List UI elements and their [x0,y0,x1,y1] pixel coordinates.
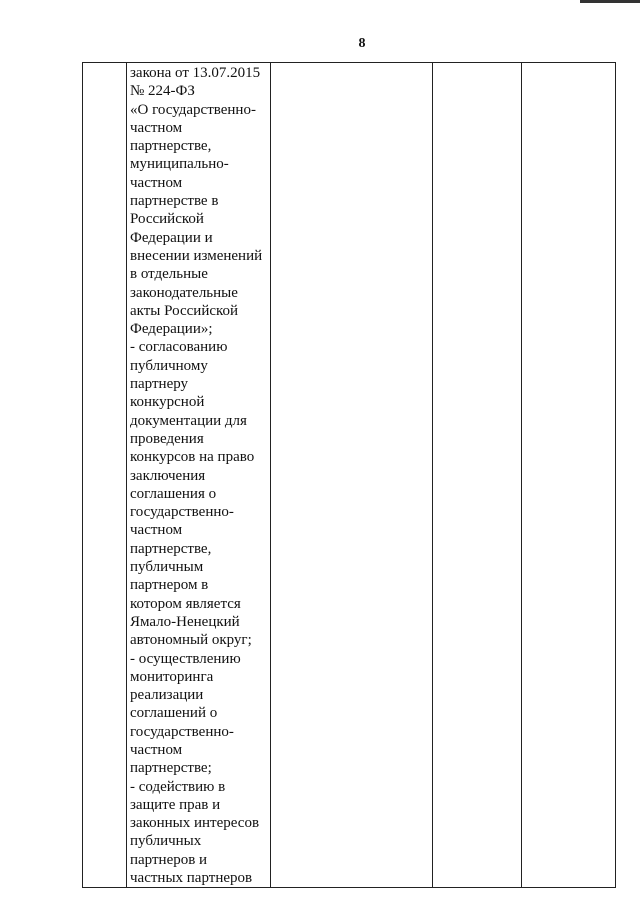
text-line: «О государственно- [130,101,256,118]
text-line: Ямало-Ненецкий [130,613,240,630]
table-cell-number [83,63,127,888]
text-line: партнерстве, [130,138,212,155]
text-line: № 224-ФЗ [130,83,195,100]
text-line: заключения [130,467,206,484]
table-cell-empty [433,63,522,888]
text-line: публичных [130,833,202,850]
text-line: в отдельные [130,266,208,283]
text-line: закона от 13.07.2015 [130,65,261,81]
text-line: партнерстве; [130,760,212,777]
text-line: государственно- [130,723,234,740]
text-line: автономный округ; [130,632,252,649]
text-line: конкурсной [130,394,205,411]
text-line: Федерации»; [130,321,213,338]
text-line: партнером в [130,577,209,594]
table-row [83,63,616,888]
text-line: - содействию в [130,778,226,795]
table-cell-empty [271,63,433,888]
text-line: государственно- [130,504,234,521]
text-line: акты Российской [130,302,239,319]
text-line: частном [130,119,183,136]
text-line: мониторинга [130,668,214,685]
text-line: партнеров и [130,851,208,868]
text-line: котором является [130,595,241,612]
text-line: соглашения о [130,485,217,502]
text-line: реализации [130,687,204,704]
text-line: Федерации и [130,229,213,246]
text-line: проведения [130,430,204,447]
text-line: частном [130,741,183,758]
table-cell-empty [522,63,616,888]
text-line: публичным [130,559,204,576]
text-line: документации для [130,412,247,429]
text-line: партнерстве, [130,540,212,557]
text-line: законных интересов [130,815,260,832]
text-line: соглашений о [130,705,218,722]
scan-corner-mark [580,0,640,3]
text-line: частном [130,522,183,539]
text-line: муниципально- [130,156,229,173]
text-line: законодательные [130,284,238,301]
text-line: - согласованию [130,339,228,356]
text-line: конкурсов на право [130,449,255,466]
text-line: публичному [130,357,208,374]
page-number: 8 [358,36,366,51]
text-line: партнеру [130,376,189,393]
text-line: Российской [130,211,204,228]
text-line: партнерстве в [130,193,219,210]
cell-text-block [127,63,270,887]
text-line: внесении изменений [130,247,263,264]
document-table [82,62,616,888]
text-line: - осуществлению [130,650,241,667]
text-line: защите прав и [130,796,221,813]
table-cell-content [127,63,271,888]
text-line: частном [130,174,183,191]
text-line: частных партнеров [130,870,253,887]
